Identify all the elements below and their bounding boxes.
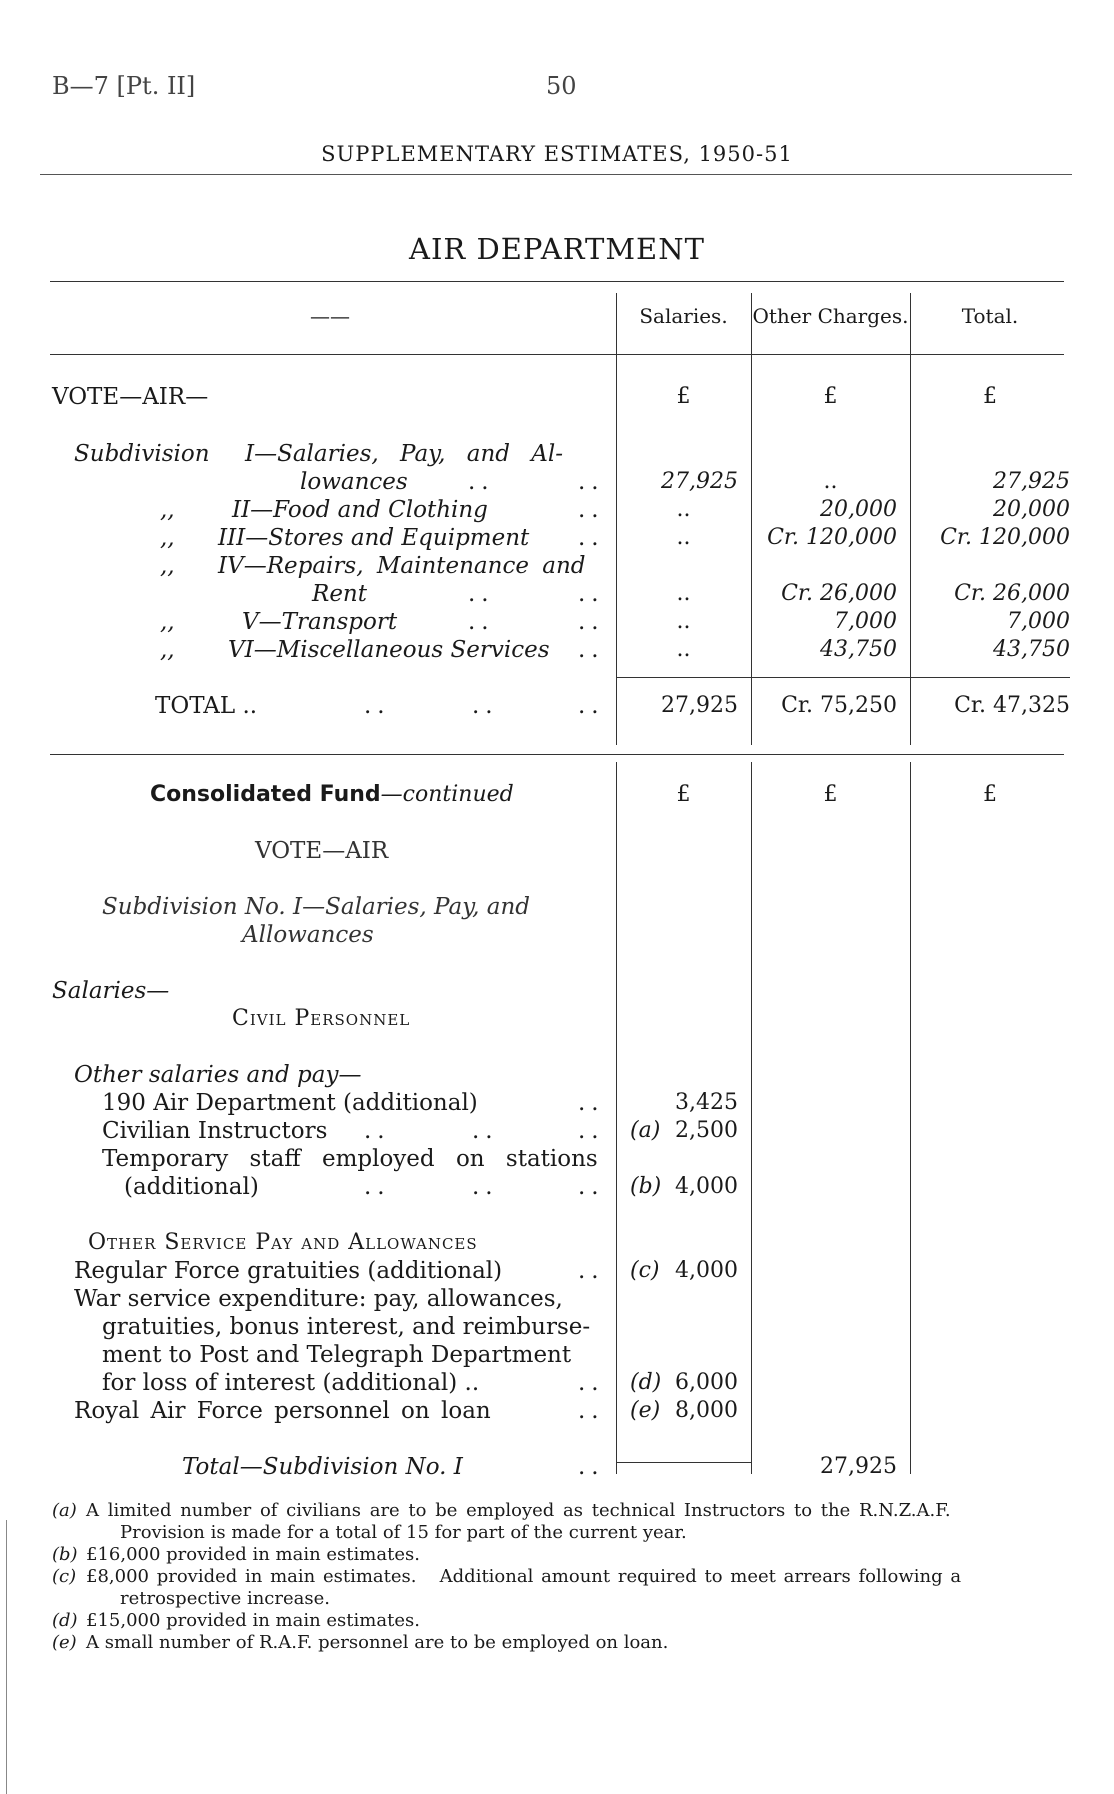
leader-dots: ..: [468, 609, 495, 635]
row-label: V—Transport: [242, 609, 398, 635]
line-item-label: Civilian Instructors: [102, 1118, 328, 1144]
leader-dots: ..: [578, 1454, 605, 1480]
leader-dots: ..: [578, 1118, 605, 1144]
leader-dots: ..: [364, 693, 391, 719]
row-prefix: ,,: [160, 525, 175, 551]
leader-dots: ..: [364, 1118, 391, 1144]
subtotal-rule: [616, 1462, 751, 1463]
cell-total: 43,750: [993, 637, 1070, 662]
leader-dots: ..: [578, 1398, 605, 1424]
cell-other: ..: [823, 469, 838, 494]
leader-dots: ..: [578, 1174, 605, 1200]
cell-other: Cr. 26,000: [781, 581, 897, 606]
currency-total: £: [983, 782, 997, 807]
total-total: Cr. 47,325: [954, 693, 1070, 718]
leader-dots: ..: [578, 637, 605, 663]
leader-dots: ..: [578, 525, 605, 551]
line-item-label: Royal Air Force personnel on loan: [74, 1398, 491, 1424]
fund-heading: [150, 782, 514, 807]
cell-salaries: 27,925: [661, 469, 738, 494]
line-item-label: War service expenditure: pay, allowances,: [74, 1286, 563, 1312]
detail-subdivision-cont: Allowances: [242, 922, 374, 948]
leader-dots: ..: [578, 581, 605, 607]
line-item-value: 4,000: [675, 1258, 738, 1283]
salaries-heading: Salaries—: [52, 978, 170, 1004]
header-rule: [40, 174, 1072, 175]
footnote-mark: (e): [52, 1632, 77, 1653]
leader-dots: ..: [468, 469, 495, 495]
currency-total: £: [983, 384, 997, 409]
column-divider: [910, 762, 911, 1474]
fund-heading-bold: Consolidated Fund: [150, 782, 381, 807]
leader-dots: ..: [578, 497, 605, 523]
line-item-label-cont: for loss of interest (additional) ..: [102, 1370, 480, 1396]
table-header-rule: [50, 354, 1064, 355]
column-header-other-charges: Other Charges.: [752, 304, 909, 328]
civil-personnel-heading: Civil Personnel: [232, 1006, 411, 1031]
leader-dots: ..: [578, 1370, 605, 1396]
cell-other: Cr. 120,000: [767, 525, 897, 550]
total-rule: [616, 677, 1070, 678]
subtotal-label: Total—Subdivision No. I: [182, 1454, 463, 1480]
footnote-mark: (b): [630, 1174, 662, 1199]
currency-salaries: £: [676, 782, 691, 807]
leader-dots: ..: [578, 693, 605, 719]
footnote-text: £15,000 provided in main estimates.: [86, 1610, 420, 1631]
page-number: 50: [546, 72, 577, 100]
line-item-value: 8,000: [675, 1398, 738, 1423]
document-subtitle: SUPPLEMENTARY ESTIMATES, 1950-51: [321, 142, 793, 166]
line-item-label-cont: gratuities, bonus interest, and reimburse-: [102, 1314, 591, 1340]
line-item-label: Regular Force gratuities (additional): [74, 1258, 503, 1284]
total-salaries: 27,925: [661, 693, 738, 718]
line-item-value: 6,000: [675, 1370, 738, 1395]
detail-vote: VOTE—AIR: [255, 838, 389, 864]
cell-salaries: ..: [676, 581, 691, 606]
line-item-label-cont: (additional): [124, 1174, 259, 1200]
page-reference: B—7 [Pt. II]: [52, 72, 196, 100]
cell-total: 20,000: [993, 497, 1070, 522]
row-label: IV—Repairs, Maintenance and: [218, 553, 586, 579]
cell-salaries: ..: [676, 609, 691, 634]
section-rule: [50, 754, 1064, 755]
row-prefix: ,,: [160, 609, 175, 635]
cell-total: 27,925: [993, 469, 1070, 494]
footnote-mark: (b): [52, 1544, 78, 1565]
footnote-text-cont: retrospective increase.: [120, 1588, 330, 1609]
leader-dots: ..: [472, 693, 499, 719]
leader-dots: ..: [578, 1090, 605, 1116]
line-item-value: 4,000: [675, 1174, 738, 1199]
cell-total: 7,000: [1007, 609, 1070, 634]
row-prefix: ,,: [160, 497, 175, 523]
leader-dots: ..: [472, 1174, 499, 1200]
subtotal-value: 27,925: [820, 1454, 897, 1479]
footnote-mark: (d): [630, 1370, 662, 1395]
cell-other: 20,000: [820, 497, 897, 522]
row-label-cont: Rent: [312, 581, 367, 607]
line-item-label: Temporary staff employed on stations: [102, 1146, 598, 1172]
footnote-mark: (c): [630, 1258, 660, 1283]
column-header-salaries: Salaries.: [639, 304, 728, 328]
footnote-text: A small number of R.A.F. personnel are to be employed on loan.: [86, 1632, 669, 1653]
department-title: AIR DEPARTMENT: [409, 232, 705, 266]
line-item-value: 3,425: [675, 1090, 738, 1115]
fund-heading-italic: —continued: [380, 782, 514, 807]
cell-total: Cr. 120,000: [940, 525, 1070, 550]
leader-dots: ..: [364, 1174, 391, 1200]
total-label: TOTAL ..: [155, 693, 258, 719]
footnote-text-cont: Provision is made for a total of 15 for part of the current year.: [120, 1522, 687, 1543]
leader-dots: ..: [468, 581, 495, 607]
cell-other: 7,000: [834, 609, 897, 634]
vote-label: VOTE—AIR—: [52, 384, 209, 410]
cell-other: 43,750: [820, 637, 897, 662]
cell-salaries: ..: [676, 497, 691, 522]
footnote-mark: (c): [52, 1566, 77, 1587]
footnote-text: A limited number of civilians are to be employed as technical Instructors to the R.N.Z.A.F.: [86, 1500, 951, 1521]
currency-salaries: £: [676, 384, 691, 409]
line-item-label-cont: ment to Post and Telegraph Department: [102, 1342, 572, 1368]
leader-dots: ..: [578, 1258, 605, 1284]
line-item-value: 2,500: [675, 1118, 738, 1143]
footnote-mark: (d): [52, 1610, 78, 1631]
row-prefix: Subdivision: [74, 441, 210, 467]
footnote-mark: (a): [630, 1118, 661, 1143]
cell-salaries: ..: [676, 525, 691, 550]
footnote-mark: (e): [630, 1398, 661, 1423]
cell-total: Cr. 26,000: [954, 581, 1070, 606]
footnote-text: £8,000 provided in main estimates. Additional amount required to meet arrears following a: [86, 1566, 962, 1587]
service-pay-heading: Other Service Pay and Allowances: [88, 1230, 478, 1255]
row-label-cont: lowances: [300, 469, 408, 495]
total-other: Cr. 75,250: [781, 693, 897, 718]
footnote-text: £16,000 provided in main estimates.: [86, 1544, 420, 1565]
row-label: I—Salaries, Pay, and Al-: [245, 441, 564, 467]
row-label: VI—Miscellaneous Services: [228, 637, 550, 663]
leader-dots: ..: [578, 469, 605, 495]
cell-salaries: ..: [676, 637, 691, 662]
footnote-mark: (a): [52, 1500, 77, 1521]
table-top-rule: [50, 281, 1064, 282]
row-label: III—Stores and Equipment: [218, 525, 530, 551]
currency-other: £: [823, 782, 838, 807]
column-divider: [751, 762, 752, 1474]
row-label: II—Food and Clothing: [232, 497, 488, 523]
column-header-total: Total.: [961, 304, 1019, 328]
leader-dots: ..: [472, 1118, 499, 1144]
row-prefix: ,,: [160, 553, 175, 579]
scan-margin-line: [6, 1520, 7, 1794]
leader-dots: ..: [578, 609, 605, 635]
currency-other: £: [823, 384, 838, 409]
line-item-label: 190 Air Department (additional): [102, 1090, 478, 1116]
row-prefix: ,,: [160, 637, 175, 663]
column-header-blank: ——: [310, 304, 350, 328]
other-salaries-heading: Other salaries and pay—: [74, 1062, 362, 1088]
detail-subdivision: Subdivision No. I—Salaries, Pay, and: [102, 894, 531, 920]
